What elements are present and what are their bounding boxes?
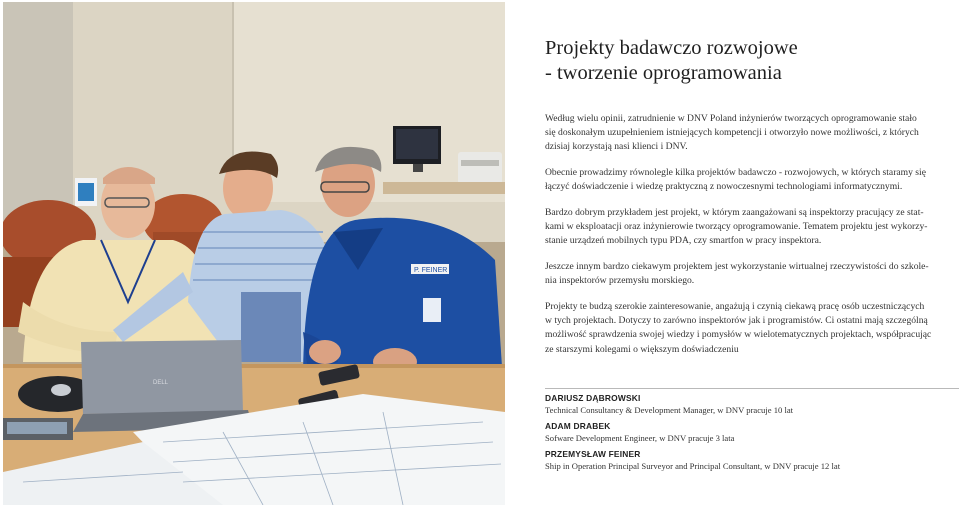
team-photo bbox=[3, 2, 505, 505]
paragraph-line: ze starszymi kolegami o większym doświadczeniu bbox=[545, 343, 739, 355]
page-title-line: - tworzenie oprogramowania bbox=[545, 62, 782, 84]
paragraph-line: się doskonałym uzupełnieniem istniejących kompetencji i otworzyło nowe możliwości, z których bbox=[545, 127, 919, 139]
page-title bbox=[545, 36, 957, 86]
team-list bbox=[545, 393, 957, 477]
paragraph-line: w tych projektach. Dotyczy to zarówno inspektorów jak i programistów. Ci ostatni mają szczególną bbox=[545, 315, 928, 327]
paragraph-line: Według wielu opinii, zatrudnienie w DNV Poland inżynierów tworzących oprogramowanie stało bbox=[545, 113, 917, 124]
member-name: PRZEMYSŁAW FEINER bbox=[545, 449, 641, 459]
paragraph bbox=[545, 166, 957, 194]
article-body bbox=[545, 112, 957, 357]
team-photo-illustration bbox=[3, 2, 505, 505]
page-title-line: Projekty badawczo rozwojowe bbox=[545, 37, 798, 59]
member-role: Technical Consultancy & Development Manager, w DNV pracuje 10 lat bbox=[545, 405, 794, 415]
member-role: Sofware Development Engineer, w DNV pracuje 3 lata bbox=[545, 433, 735, 443]
divider bbox=[545, 388, 959, 389]
member-role: Ship in Operation Principal Surveyor and Principal Consultant, w DNV pracuje 12 lat bbox=[545, 461, 841, 471]
paragraph-line: dzisiaj korzystają nasi klienci i DNV. bbox=[545, 141, 688, 153]
shirt-badge-text: P. FEINER bbox=[414, 267, 448, 274]
paragraph-line: Jeszcze innym bardzo ciekawym projektem jest wykorzystanie wirtualnej rzeczywistości do szkole- bbox=[545, 261, 929, 273]
paragraph-line: kami w eksploatacji oraz inżynierowie tworzący oprogramowanie. Tematem projektu jest wykorzy- bbox=[545, 221, 928, 233]
member-name: DARIUSZ DĄBROWSKI bbox=[545, 393, 641, 403]
paragraph bbox=[545, 260, 957, 288]
laptop-logo: DELL bbox=[153, 380, 169, 386]
paragraph-line: Obecnie prowadzimy równolegle kilka projektów badawczo - rozwojowych, w których staramy się bbox=[545, 167, 926, 179]
paragraph-line: łączyć doświadczenie i wiedzę praktyczną z nowoczesnymi technologiami informatycznymi. bbox=[545, 181, 903, 193]
paragraph-line: stanie urządzeń mobilnych typu PDA, czy smartfon w pracy inspektora. bbox=[545, 235, 822, 247]
paragraph bbox=[545, 206, 957, 249]
team-member bbox=[545, 449, 957, 472]
paragraph bbox=[545, 300, 957, 357]
paragraph-line: możliwość sprawdzenia swojej wiedzy i pomysłów w wielotematycznych projektach, współpracując bbox=[545, 329, 932, 341]
team-member bbox=[545, 421, 957, 444]
paragraph bbox=[545, 112, 957, 155]
team-member bbox=[545, 393, 957, 416]
paragraph-line: Bardzo dobrym przykładem jest projekt, w którym zaangażowani są inspektorzy pracujący ze stat- bbox=[545, 207, 924, 219]
article bbox=[545, 36, 957, 368]
member-name: ADAM DRABEK bbox=[545, 421, 611, 431]
paragraph-line: Projekty te budzą szerokie zainteresowanie, angażują i czynią ciekawą pracę osób uczestniczących bbox=[545, 301, 925, 313]
paragraph-line: nia inspektorów przemysłu morskiego. bbox=[545, 275, 695, 287]
